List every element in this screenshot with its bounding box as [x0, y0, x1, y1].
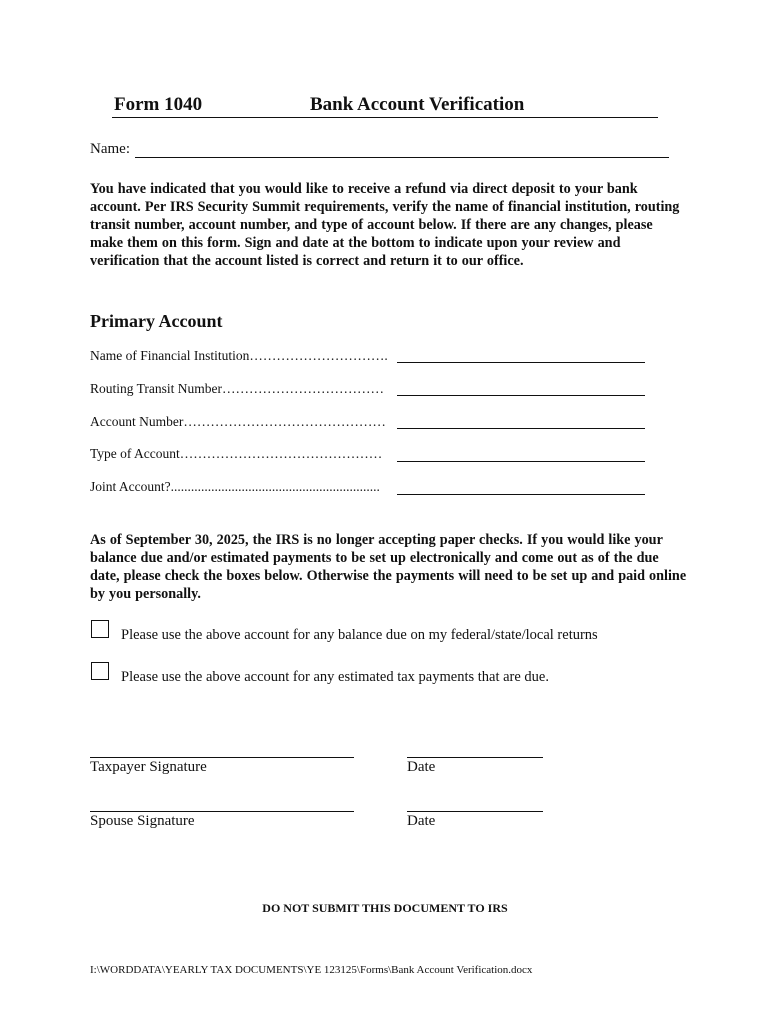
taxpayer-date-field[interactable]	[407, 757, 543, 758]
do-not-submit-notice: DO NOT SUBMIT THIS DOCUMENT TO IRS	[262, 901, 508, 915]
form-number: Form 1040	[114, 94, 203, 115]
estimated-payments-checkbox[interactable]	[91, 662, 109, 680]
taxpayer-date-label: Date	[407, 759, 436, 775]
spouse-signature-field[interactable]	[90, 811, 354, 812]
file-path-footer: I:\WORDDATA\YEARLY TAX DOCUMENTS\YE 123125\Forms\Bank Account Verification.docx	[90, 964, 533, 976]
taxpayer-signature-field[interactable]	[90, 757, 354, 758]
joint-account-label: Joint Account?..............................................................	[90, 479, 380, 494]
primary-account-heading: Primary Account	[90, 311, 223, 331]
name-field[interactable]	[135, 157, 669, 158]
estimated-payments-checkbox-label: Please use the above account for any estimated tax payments that are due.	[121, 669, 549, 685]
financial-institution-label: Name of Financial Institution………………………….	[90, 348, 388, 363]
routing-number-field[interactable]	[397, 395, 645, 396]
balance-due-checkbox-label: Please use the above account for any balance due on my federal/state/local returns	[121, 627, 598, 643]
account-type-label: Type of Account………………………………………	[90, 446, 383, 461]
account-type-field[interactable]	[397, 461, 645, 462]
spouse-signature-label: Spouse Signature	[90, 813, 195, 829]
joint-account-field[interactable]	[397, 494, 645, 495]
taxpayer-signature-label: Taxpayer Signature	[90, 759, 207, 775]
payment-paragraph: As of September 30, 2025, the IRS is no longer accepting paper checks. If you would like your balance due and/or estimated payments to be set up electronically and come out as of the due date, please check the boxes below. Otherwise the payments will need to be set up and paid online by you personally.	[90, 532, 687, 602]
name-label: Name:	[90, 141, 130, 157]
account-number-label: Account Number………………………………………	[90, 414, 386, 429]
financial-institution-field[interactable]	[397, 362, 645, 363]
routing-number-label: Routing Transit Number………………………………	[90, 381, 385, 396]
intro-paragraph: You have indicated that you would like to receive a refund via direct deposit to your bank account. Per IRS Security Summit requirements, verify the name of financial institution, routing transit number, account number, and type of account below. If there are any changes, please make them on this form. Sign and date at the bottom to indicate upon your review and verification that the account listed is correct and return it to our office.	[90, 181, 680, 269]
spouse-date-label: Date	[407, 813, 436, 829]
balance-due-checkbox[interactable]	[91, 620, 109, 638]
account-number-field[interactable]	[397, 428, 645, 429]
spouse-date-field[interactable]	[407, 811, 543, 812]
page-title: Bank Account Verification	[310, 94, 525, 115]
